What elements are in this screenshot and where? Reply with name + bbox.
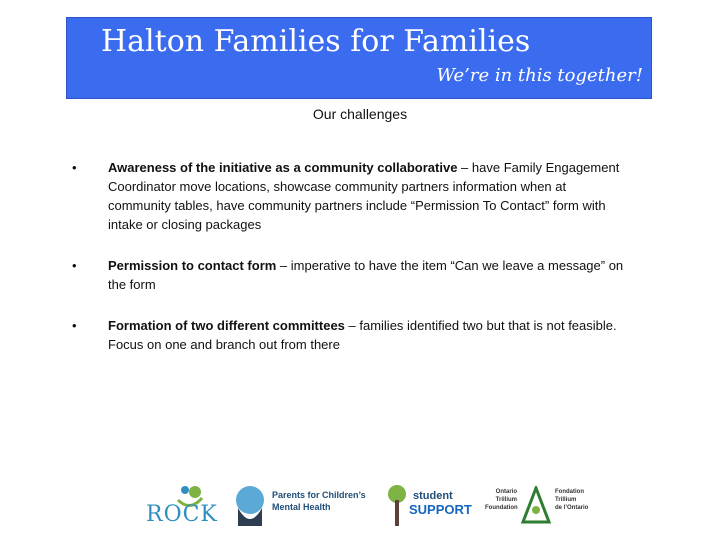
list-item-text bbox=[108, 316, 632, 354]
bullet-icon: • bbox=[72, 318, 77, 333]
student-logo-line2: SUPPORT bbox=[409, 502, 472, 517]
header-banner bbox=[66, 17, 652, 99]
trillium-left-1: Ontario bbox=[495, 489, 517, 495]
trillium-left-text bbox=[485, 488, 517, 512]
parents-logo-icon bbox=[232, 482, 268, 530]
challenge-list bbox=[72, 158, 632, 376]
trillium-left-3: Foundation bbox=[485, 505, 518, 511]
partner-logos bbox=[140, 482, 600, 532]
trillium-left-2: Trillium bbox=[495, 497, 517, 503]
trillium-icon bbox=[521, 486, 551, 526]
trillium-right-text bbox=[555, 488, 588, 512]
student-logo-line1: student bbox=[413, 490, 453, 502]
item-heading: Permission to contact form bbox=[108, 258, 277, 273]
list-item bbox=[72, 256, 632, 294]
bullet-icon: • bbox=[72, 160, 77, 175]
trillium-logo bbox=[485, 482, 600, 532]
parents-logo bbox=[232, 482, 372, 532]
list-item bbox=[72, 158, 632, 234]
item-heading: Awareness of the initiative as a community collaborative bbox=[108, 160, 458, 175]
list-item-text bbox=[108, 256, 632, 294]
page-title: Halton Families for Families bbox=[101, 24, 531, 59]
list-item-text bbox=[108, 158, 632, 234]
item-heading: Formation of two different committees bbox=[108, 318, 345, 333]
item-body: – families identified two but that is not feasible. Focus on one and branch out from there bbox=[108, 318, 617, 352]
tree-icon bbox=[385, 484, 409, 530]
student-support-logo bbox=[385, 482, 472, 532]
parents-logo-line2: Mental Health bbox=[272, 502, 331, 512]
trillium-right-2: Trillium bbox=[555, 497, 577, 503]
item-body: – imperative to have the item “Can we leave a message” on the form bbox=[108, 258, 624, 292]
rock-logo bbox=[140, 482, 218, 532]
trillium-right-1: Fondation bbox=[555, 489, 584, 495]
list-item bbox=[72, 316, 632, 354]
rock-logo-text: ROCK bbox=[146, 502, 218, 527]
trillium-right-3: de l’Ontario bbox=[555, 505, 589, 511]
parents-logo-line1: Parents for Children’s bbox=[272, 490, 366, 500]
item-body: – have Family Engagement Coordinator move locations, showcase community partners information when at community tables, have community partners include “Permission To Contact” form with intake or closing packages bbox=[108, 160, 620, 232]
tagline: We’re in this together! bbox=[436, 65, 643, 86]
bullet-icon: • bbox=[72, 258, 77, 273]
section-subtitle: Our challenges bbox=[312, 106, 408, 122]
